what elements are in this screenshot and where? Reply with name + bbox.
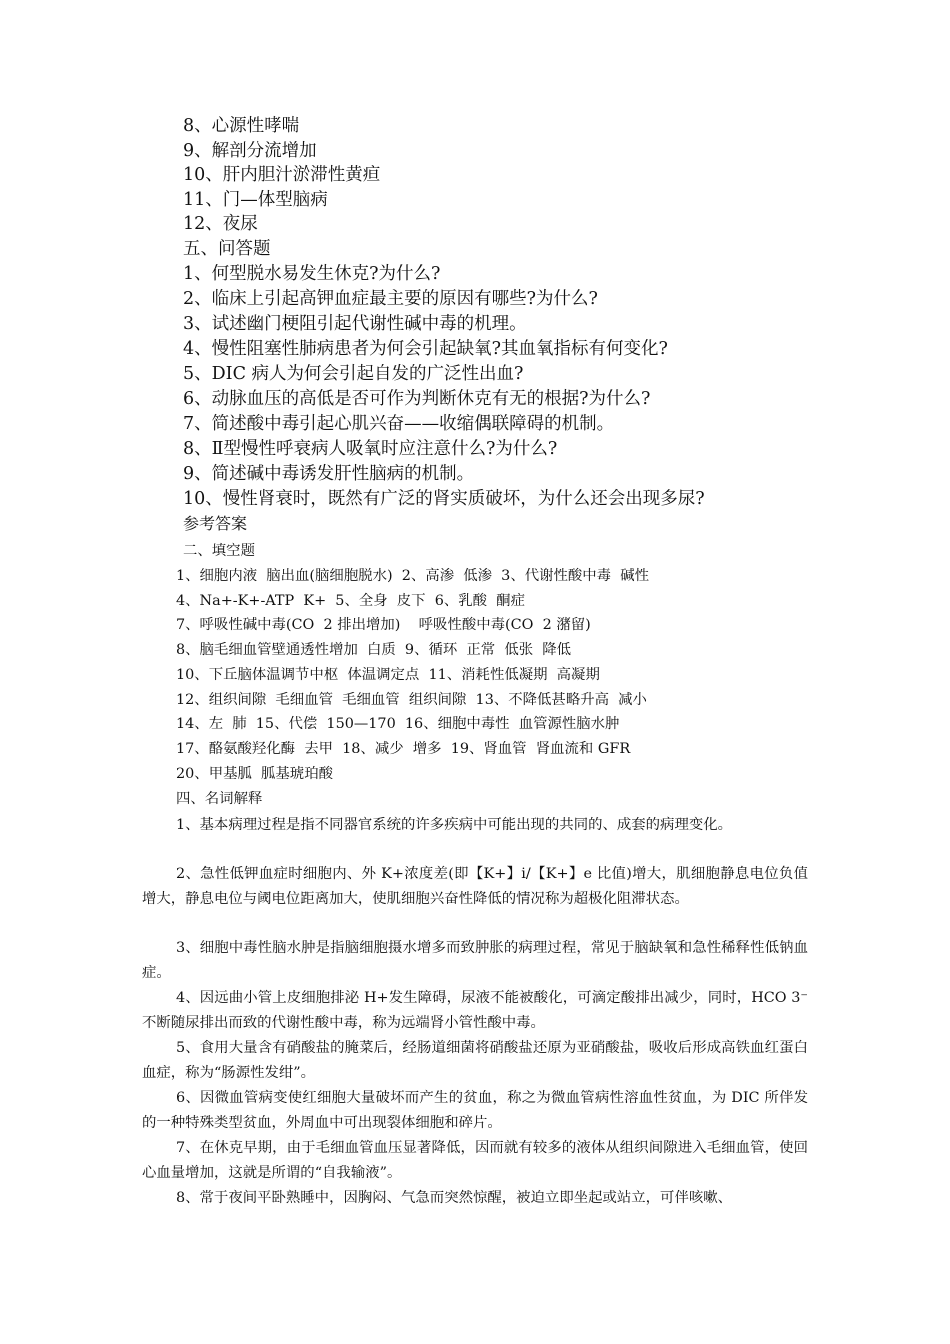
- fill-heading: 二、填空题: [183, 543, 255, 559]
- question-item: 7、简述酸中毒引起心肌兴奋——收缩偶联障碍的机制。: [183, 414, 615, 434]
- term-item: 9、解剖分流增加: [183, 141, 317, 161]
- term-item: 8、心源性哮喘: [183, 116, 300, 136]
- section-heading-questions: 五、问答题: [183, 239, 271, 259]
- fill-answer-line: 17、酪氨酸羟化酶 去甲 18、减少 增多 19、肾血管 肾血流和 GFR: [176, 741, 631, 757]
- answers-heading: 参考答案: [183, 514, 248, 533]
- question-item: 2、临床上引起高钾血症最主要的原因有哪些?为什么?: [183, 289, 598, 309]
- term-answer-paragraph: 3、细胞中毒性脑水肿是指脑细胞摄水增多而致肿胀的病理过程，常见于脑缺氧和急性稀释性低钠血症。: [142, 940, 808, 981]
- fill-answer-line: 20、甲基胍 胍基琥珀酸: [176, 766, 333, 782]
- question-item: 6、动脉血压的高低是否可作为判断休克有无的根据?为什么?: [183, 389, 651, 409]
- question-item: 9、简述碱中毒诱发肝性脑病的机制。: [183, 464, 475, 484]
- term-answer-paragraph: 7、在休克早期，由于毛细血管血压显著降低，因而就有较多的液体从组织间隙进入毛细血管，使回心血量增加，这就是所谓的“自我输液”。: [142, 1140, 808, 1181]
- term-item: 10、肝内胆汁淤滞性黄疸: [183, 165, 381, 185]
- term-answer-paragraph: 5、食用大量含有硝酸盐的腌菜后，经肠道细菌将硝酸盐还原为亚硝酸盐，吸收后形成高铁血红蛋白血症，称为“肠源性发绀”。: [142, 1040, 808, 1081]
- question-item: 3、试述幽门梗阻引起代谢性碱中毒的机理。: [183, 314, 527, 334]
- fill-answer-line: 8、脑毛细血管壁通透性增加 白质 9、循环 正常 低张 降低: [176, 642, 572, 658]
- question-item: 8、Ⅱ型慢性呼衰病人吸氧时应注意什么?为什么?: [183, 439, 558, 459]
- term-answer-paragraph: 6、因微血管病变使红细胞大量破坏而产生的贫血，称之为微血管病性溶血性贫血，为 DIC 所伴发的一种特殊类型贫血，外周血中可出现裂体细胞和碎片。: [142, 1090, 808, 1131]
- fill-answer-line: 1、细胞内液 脑出血(脑细胞脱水) 2、高渗 低渗 3、代谢性酸中毒 碱性: [176, 568, 649, 584]
- terms-heading: 四、名词解释: [176, 791, 263, 807]
- term-item: 12、夜尿: [183, 214, 258, 234]
- term-answer-paragraph: 4、因远曲小管上皮细胞排泌 H+发生障碍，尿液不能被酸化，可滴定酸排出减少，同时，HCO 3⁻不断随尿排出而致的代谢性酸中毒，称为远端肾小管性酸中毒。: [142, 990, 808, 1031]
- fill-answer-line: 4、Na+-K+-ATP K+ 5、全身 皮下 6、乳酸 酮症: [176, 593, 525, 609]
- term-answer-paragraph: 2、急性低钾血症时细胞内、外 K+浓度差(即【K+】i/【K+】e 比值)增大，肌细胞静息电位负值增大，静息电位与阈电位距离加大，使肌细胞兴奋性降低的情况称为超极化阻滞状态。: [142, 866, 808, 907]
- fill-answer-line: 7、呼吸性碱中毒(CO 2 排出增加) 呼吸性酸中毒(CO 2 潴留): [176, 617, 591, 633]
- question-item: 4、慢性阻塞性肺病患者为何会引起缺氧?其血氧指标有何变化?: [183, 339, 668, 359]
- fill-answer-line: 12、组织间隙 毛细血管 毛细血管 组织间隙 13、不降低甚略升高 减小: [176, 692, 647, 708]
- term-answer-paragraph: 8、常于夜间平卧熟睡中，因胸闷、气急而突然惊醒，被迫立即坐起或站立，可伴咳嗽、: [176, 1190, 733, 1206]
- term-answer-paragraph: 1、基本病理过程是指不同器官系统的许多疾病中可能出现的共同的、成套的病理变化。: [176, 817, 733, 833]
- question-item: 5、DIC 病人为何会引起自发的广泛性出血?: [183, 364, 524, 384]
- question-item: 10、慢性肾衰时，既然有广泛的肾实质破坏，为什么还会出现多尿?: [183, 489, 705, 509]
- question-item: 1、何型脱水易发生休克?为什么?: [183, 264, 441, 284]
- fill-answer-line: 10、下丘脑体温调节中枢 体温调定点 11、消耗性低凝期 高凝期: [176, 667, 600, 683]
- term-item: 11、门—体型脑病: [183, 190, 328, 210]
- fill-answer-line: 14、左 肺 15、代偿 150—170 16、细胞中毒性 血管源性脑水肿: [176, 716, 620, 732]
